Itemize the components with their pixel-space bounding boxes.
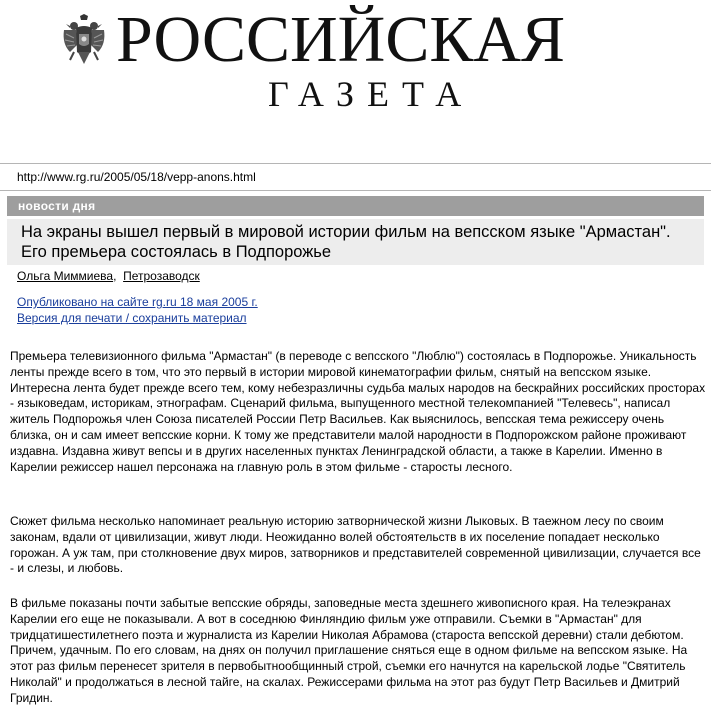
location-link[interactable]: Петрозаводск (123, 269, 200, 283)
author-link[interactable]: Ольга Миммиева (17, 269, 114, 283)
section-header (7, 196, 704, 216)
newspaper-title: РОССИЙСКАЯ (116, 3, 566, 76)
article-paragraph: В фильме показаны почти забытые вепсские обряды, заповедные места здешнего живописного края. На телеэкранах Карелии его еще не показывали. А вот в соседнюю Финляндию фильм уже отправили. Съемки в "Армастан" для тридцатишестилетнего поэта и журналиста из Карелии Николая Абрамова (староста вепсской деревни) стали дебютом. Причем, удачным. По его словам, на днях он получил приглашение сняться еще в одном фильме на вепсском языке. На этот раз фильм перенесет зрителя в первобытнообщинный строй, съемки его начнутся на карельской лодье "Святитель Николай" и продолжаться в лесной тайге, на скалах. Режиссерами фильма на этот раз будут Петр Васильев и Дмитрий Гридин. (10, 596, 688, 705)
byline-separator: , (113, 269, 117, 283)
print-version-link[interactable]: Версия для печати / сохранить материал (17, 311, 247, 325)
article-paragraph: Премьера телевизионного фильма "Армастан" (в переводе с вепсского "Люблю") состоялась в Подпорожье. Уникальность ленты прежде всего в том, что это первый в истории мировой кинематографии фильм, снятый на вепсском языке. Интересна лента будет прежде всего тем, кому небезразличны судьба малых народов на бескрайних российских просторах - языковедам, историкам, этнографам. Сценарий фильма, выпущенного местной телекомпанией "Телевесь", написал житель Подпорожья член Союза писателей России Петр Васильев. Как выяснилось, вепсская тема режиссеру очень близка, он и сам имеет вепсские корни. К тому же представители малой народности в Подпорожском районе проживают издавна. Издавна живут вепсы и в других населенных пунктах Ленинградской области, а также в Карелии. Именно в Карелии режиссер нашел персонажа на главную роль в этом фильме - старосты лесного. (10, 349, 706, 474)
print-line (17, 310, 247, 326)
article-headline: На экраны вышел первый в мировой истории фильм на вепсском языке "Армастан". Его премьера состоялась в Подпорожье (21, 223, 671, 261)
article-url: http://www.rg.ru/2005/05/18/vepp-anons.html (17, 170, 256, 184)
published-link[interactable]: Опубликовано на сайте rg.ru 18 мая 2005 г. (17, 295, 258, 309)
published-line (17, 294, 258, 310)
eagle-emblem-icon (60, 14, 108, 66)
byline (17, 268, 200, 284)
article-paragraph: Сюжет фильма несколько напоминает реальную историю затворнической жизни Лыковых. В таежном лесу по своим законам, вдали от цивилизации, живут люди. Неожиданно волей обстоятельств в их поселение попадает несколько горожан. А уж там, при столкновение двух миров, затворников и представителей современной цивилизации, случается все - и слезы, и любовь. (10, 514, 701, 576)
headline-box (7, 219, 704, 265)
masthead (0, 0, 711, 160)
url-bar (0, 163, 711, 191)
section-label: новости дня (18, 199, 96, 213)
newspaper-subtitle: ГАЗЕТА (268, 74, 475, 114)
